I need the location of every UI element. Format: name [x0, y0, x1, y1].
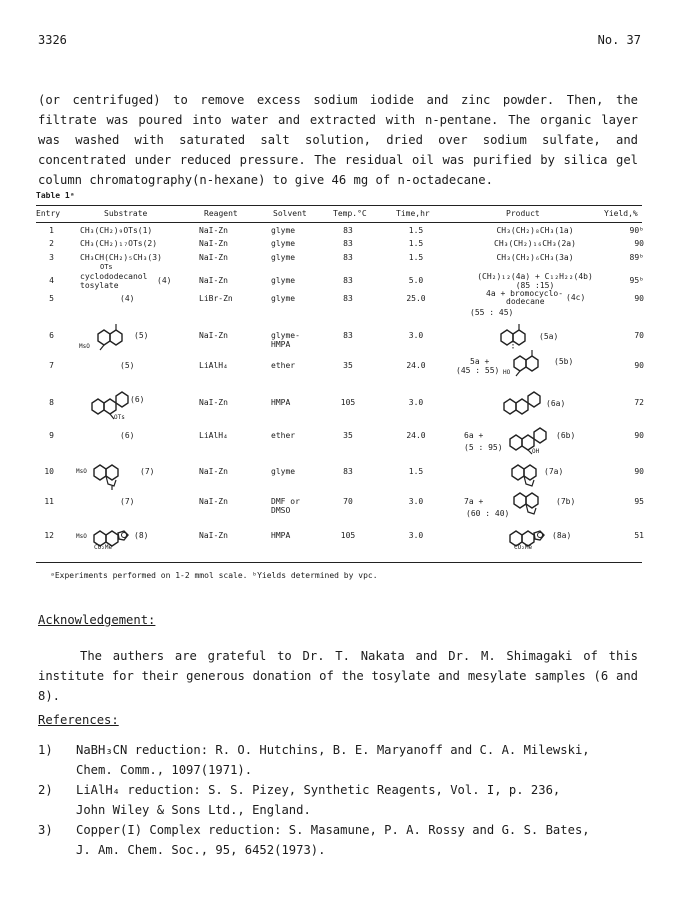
substrate-structure-7 — [88, 457, 138, 491]
cell-reagent: LiAlH₄ — [199, 431, 228, 440]
cell-time: 24.0 — [406, 431, 426, 440]
table-caption: Table 1ᵃ — [36, 191, 75, 200]
cell-temp: 83 — [343, 276, 353, 285]
cell-product: (6a) — [546, 399, 566, 408]
header-time: Time,hr — [396, 209, 430, 218]
intro-paragraph: (or centrifuged) to remove excess sodium iodide and zinc powder. Then, the filtrate was poured into water and extracted with n-pentane. The organic layer was washed with saturated salt solution, dried over sodium sulfate, and concentrated under reduced pressure. The residual oil was purified by silica gel column chromatography(n-hexane) to give 46 mg of n-octadecane. — [38, 93, 638, 187]
cell-solvent: glyme — [271, 467, 296, 476]
substrate-structure-5 — [86, 322, 136, 352]
cell-temp: 70 — [343, 497, 353, 506]
cell-yield: 90 — [634, 239, 644, 248]
cell-reagent: NaI-Zn — [199, 226, 228, 235]
substrate-group-2: CO₂Me — [94, 544, 113, 551]
cell-product-line2: (85 :15) — [515, 281, 555, 290]
table-top-rule — [36, 205, 642, 206]
cell-solvent: glyme — [271, 226, 296, 235]
cell-reagent: NaI-Zn — [199, 467, 228, 476]
cell-temp: 83 — [343, 239, 353, 248]
cell-entry: 11 — [44, 497, 54, 506]
product-group: HO — [503, 369, 511, 376]
reference-line1: NaBH₃CN reduction: R. O. Hutchins, B. E. Maryanoff and C. A. Milewski, — [76, 743, 590, 757]
reference-line1: LiAlH₄ reduction: S. S. Pizey, Synthetic Reagents, Vol. I, p. 236, — [76, 783, 561, 797]
cell-temp: 105 — [340, 531, 356, 540]
cell-yield: 51 — [634, 531, 644, 540]
cell-time: 24.0 — [406, 361, 426, 370]
header-product: Product — [506, 209, 540, 218]
cell-entry: 1 — [49, 226, 54, 235]
cell-time: 1.5 — [408, 239, 424, 248]
cell-product: (7a) — [544, 467, 564, 476]
cell-yield: 95 — [634, 497, 644, 506]
cell-reagent: NaI-Zn — [199, 276, 228, 285]
cell-product-tag: (4c) — [566, 293, 586, 302]
cell-yield: 90 — [634, 294, 644, 303]
cell-yield: 95ᵇ — [629, 276, 644, 285]
product-structure-5b — [506, 348, 556, 378]
cell-entry: 7 — [49, 361, 54, 370]
cell-substrate: (7) — [120, 497, 135, 506]
cell-product-tag: (7b) — [556, 497, 576, 506]
cell-product: (8a) — [552, 531, 572, 540]
issue-number: No. 37 — [597, 33, 641, 47]
product-structure-7b — [506, 485, 556, 521]
cell-yield: 70 — [634, 331, 644, 340]
cell-temp: 105 — [340, 398, 356, 407]
cell-entry: 12 — [44, 531, 54, 540]
cell-product: 5a + — [470, 357, 490, 366]
page-number: 3326 — [38, 33, 67, 47]
reference-number: 2) — [38, 783, 53, 797]
cell-solvent-line2: HMPA — [271, 340, 291, 349]
cell-entry: 6 — [49, 331, 54, 340]
cell-yield: 90ᵇ — [629, 226, 644, 235]
cell-reagent: LiAlH₄ — [199, 361, 228, 370]
cell-reagent: NaI-Zn — [199, 331, 228, 340]
cell-reagent: NaI-Zn — [199, 497, 228, 506]
cell-product: (CH₂)₁₂(4a) + C₁₂H₂₂(4b) — [477, 272, 593, 281]
cell-time: 1.5 — [408, 253, 424, 262]
cell-time: 1.5 — [408, 226, 424, 235]
cell-reagent: NaI-Zn — [199, 239, 228, 248]
cell-product-line2: (60 : 40) — [466, 509, 510, 518]
cell-reagent: NaI-Zn — [199, 398, 228, 407]
reference-number: 1) — [38, 743, 53, 757]
header-yield: Yield,% — [604, 209, 638, 218]
cell-reagent: LiBr-Zn — [199, 294, 233, 303]
cell-time: 3.0 — [408, 531, 424, 540]
cell-yield: 72 — [634, 398, 644, 407]
product-group: OH — [532, 448, 540, 455]
cell-substrate: CH₃(CH₂)₁₇OTs(2) — [80, 239, 158, 248]
acknowledgement-heading: Acknowledgement: — [38, 613, 156, 627]
cell-solvent: glyme — [271, 276, 296, 285]
table-header-rule — [36, 222, 642, 223]
table-footnote: ᵃExperiments performed on 1-2 mmol scale. ᵇYields determined by vpc. — [50, 571, 378, 580]
cell-substrate-note: OTs — [100, 263, 113, 271]
substrate-group: OTs — [114, 414, 125, 421]
product-group: CO₂Me — [514, 544, 533, 551]
cell-solvent: glyme — [271, 253, 296, 262]
cell-time: 3.0 — [408, 497, 424, 506]
cell-product: CH₃(CH₂)₈CH₃(1a) — [496, 226, 574, 235]
acknowledgement-text: The authers are grateful to Dr. T. Nakata and Dr. M. Shimagaki of this institute for their generous donation of the tosylate and mesylate samples (6 and 8). — [38, 649, 638, 703]
cell-time: 1.5 — [408, 467, 424, 476]
cell-entry: 3 — [49, 253, 54, 262]
cell-product: CH₃(CH₂)₆CH₃(3a) — [496, 253, 574, 262]
cell-product: 6a + — [464, 431, 484, 440]
header-substrate: Substrate — [104, 209, 148, 218]
cell-temp: 83 — [343, 467, 353, 476]
cell-entry: 5 — [49, 294, 54, 303]
reference-number: 3) — [38, 823, 53, 837]
cell-temp: 35 — [343, 431, 353, 440]
cell-substrate: (7) — [140, 467, 155, 476]
cell-substrate: (8) — [134, 531, 149, 540]
reference-line2: J. Am. Chem. Soc., 95, 6452(1973). — [76, 843, 326, 857]
cell-solvent: HMPA — [271, 398, 291, 407]
cell-solvent: glyme — [271, 239, 296, 248]
cell-substrate: (5) — [120, 361, 135, 370]
cell-solvent-line2: DMSO — [271, 506, 291, 515]
cell-substrate: CH₃CH(CH₂)₅CH₃(3) — [80, 253, 162, 262]
cell-substrate: (4) — [120, 294, 135, 303]
cell-solvent: ether — [271, 431, 296, 440]
cell-substrate-line2: tosylate — [80, 281, 119, 290]
cell-yield: 90 — [634, 361, 644, 370]
substrate-group: MsO — [76, 468, 87, 475]
header-temp: Temp.°C — [333, 209, 367, 218]
cell-solvent: glyme- — [271, 331, 300, 340]
cell-yield: 90 — [634, 467, 644, 476]
cell-substrate: (6) — [130, 395, 145, 404]
cell-temp: 35 — [343, 361, 353, 370]
cell-yield: 90 — [634, 431, 644, 440]
cell-product: CH₃(CH₂)₁₆CH₃(2a) — [494, 239, 576, 248]
cell-solvent: glyme — [271, 294, 296, 303]
cell-product-line3: (55 : 45) — [470, 308, 514, 317]
cell-product: (5a) — [539, 332, 559, 341]
cell-product-tag: (5b) — [554, 357, 574, 366]
substrate-group: MsO — [76, 533, 87, 540]
reference-line2: Chem. Comm., 1097(1971). — [76, 763, 253, 777]
cell-solvent: HMPA — [271, 531, 291, 540]
cell-entry: 10 — [44, 467, 54, 476]
cell-substrate: (6) — [120, 431, 135, 440]
references-heading: References: — [38, 713, 119, 727]
cell-temp: 83 — [343, 331, 353, 340]
cell-time: 25.0 — [406, 294, 426, 303]
header-reagent: Reagent — [204, 209, 238, 218]
cell-substrate: (5) — [134, 331, 149, 340]
cell-product-tag: (6b) — [556, 431, 576, 440]
table-header-row — [36, 209, 642, 221]
cell-product-line2: (45 : 55) — [456, 366, 500, 375]
cell-product: 7a + — [464, 497, 484, 506]
cell-product-line2: (5 : 95) — [464, 443, 503, 452]
reference-line2: John Wiley & Sons Ltd., England. — [76, 803, 311, 817]
cell-time: 5.0 — [408, 276, 424, 285]
cell-entry: 4 — [49, 276, 54, 285]
cell-entry: 9 — [49, 431, 54, 440]
cell-temp: 83 — [343, 253, 353, 262]
cell-time: 3.0 — [408, 398, 424, 407]
cell-solvent: DMF or — [271, 497, 300, 506]
cell-temp: 83 — [343, 226, 353, 235]
substrate-group: MsO — [79, 343, 90, 350]
cell-solvent: ether — [271, 361, 296, 370]
header-solvent: Solvent — [273, 209, 307, 218]
cell-time: 3.0 — [408, 331, 424, 340]
cell-product-line2: dodecane — [506, 297, 545, 306]
cell-entry: 2 — [49, 239, 54, 248]
cell-substrate: cyclododecanol — [80, 272, 148, 281]
cell-substrate: CH₃(CH₂)₉OTs(1) — [80, 226, 153, 235]
table-bottom-rule — [36, 562, 642, 563]
cell-reagent: NaI-Zn — [199, 253, 228, 262]
header-entry: Entry — [36, 209, 61, 218]
cell-yield: 89ᵇ — [629, 253, 644, 262]
reference-line1: Copper(I) Complex reduction: S. Masamune, P. A. Rossy and G. S. Bates, — [76, 823, 590, 837]
cell-substrate-tag: (4) — [157, 276, 172, 285]
cell-product: 4a + bromocyclo- — [486, 289, 564, 298]
cell-temp: 83 — [343, 294, 353, 303]
cell-reagent: NaI-Zn — [199, 531, 228, 540]
cell-entry: 8 — [49, 398, 54, 407]
